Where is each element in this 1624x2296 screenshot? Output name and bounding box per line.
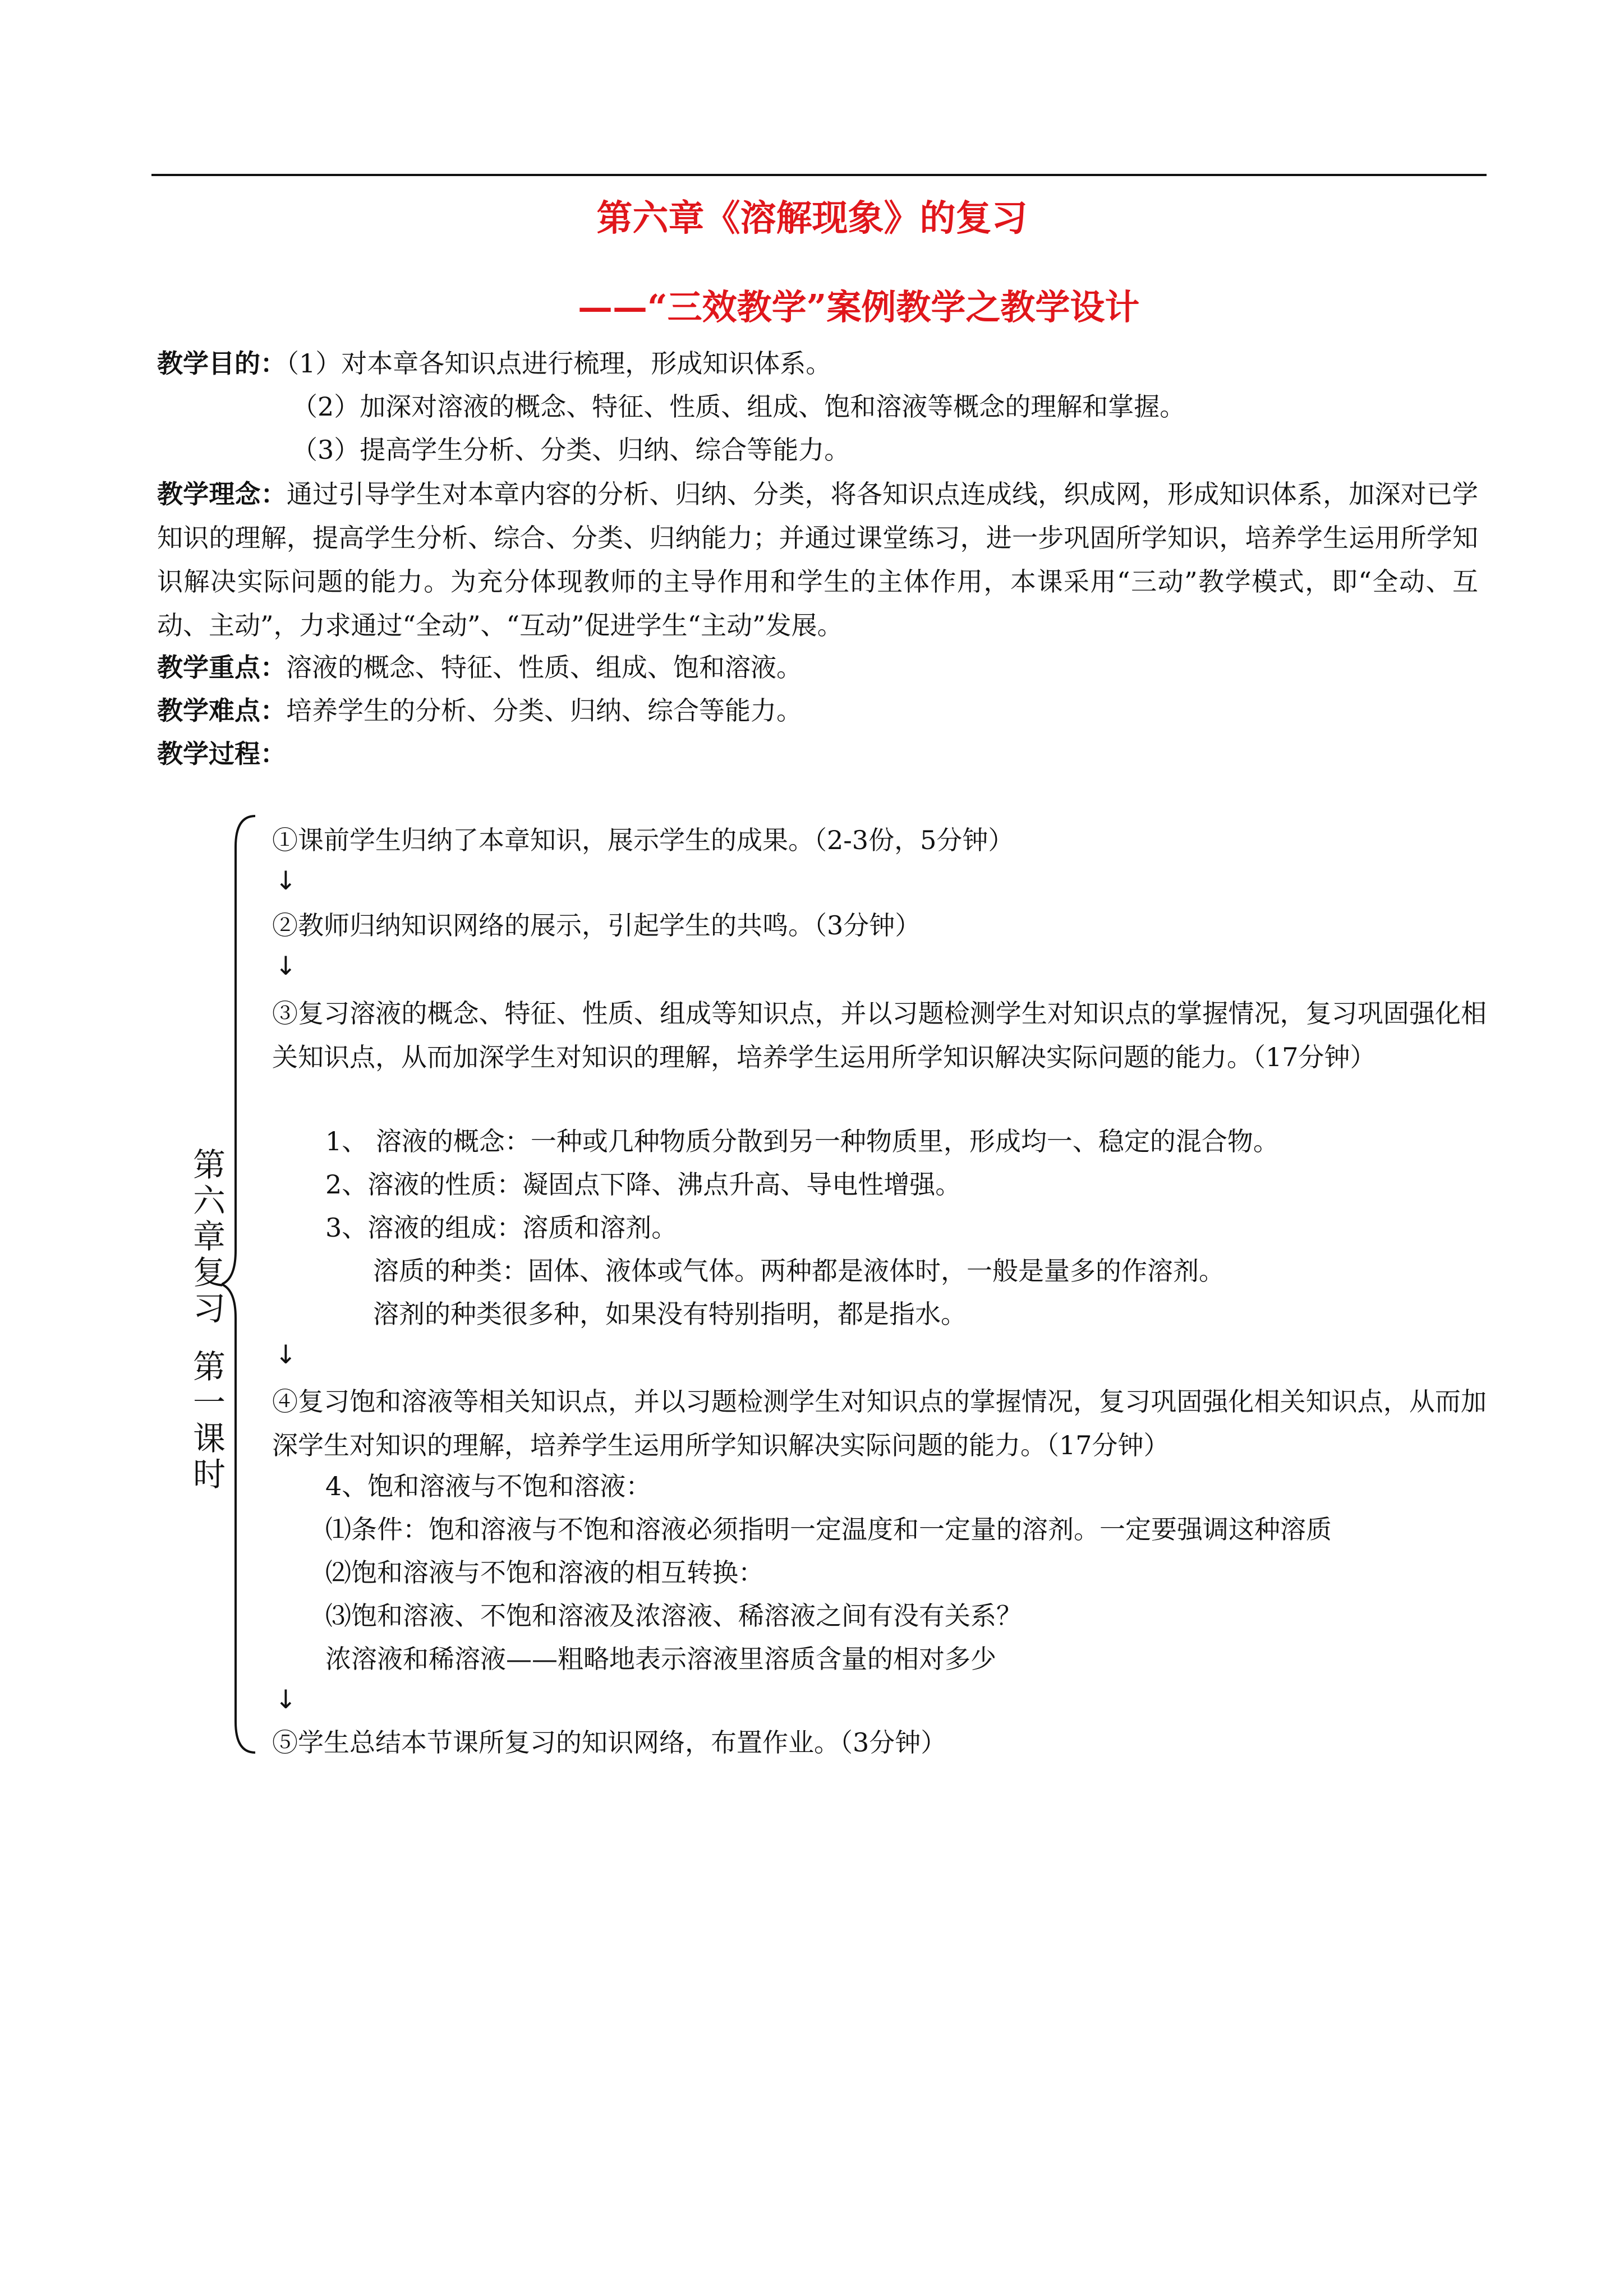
step-4-item: 4、饱和溶液与不饱和溶液： — [325, 1471, 652, 1501]
difficulties: 教学难点：培养学生的分析、分类、归纳、综合等能力。 — [157, 695, 802, 726]
step-3-item: 溶剂的种类很多种，如果没有特别指明，都是指水。 — [373, 1299, 967, 1329]
vertical-char: 习 — [192, 1289, 226, 1327]
step-3-item: 3、溶液的组成：溶质和溶剂。 — [325, 1212, 678, 1243]
vertical-char: 章 — [192, 1218, 226, 1256]
down-arrow-icon: ↓ — [275, 951, 297, 981]
down-arrow-icon: ↓ — [275, 865, 297, 896]
step-4-item: ⑶饱和溶液、不饱和溶液及浓溶液、稀溶液之间有没有关系？ — [325, 1601, 1022, 1631]
step-4: ④复习饱和溶液等相关知识点，并以习题检测学生对知识点的掌握情况，复习巩固强化相关知识点，从而加深学生对知识的理解，培养学生运用所学知识解决实际问题的能力。（17分钟） — [272, 1386, 1487, 1460]
key-points-label: 教学重点： — [157, 652, 286, 683]
key-points: 教学重点：溶液的概念、特征、性质、组成、饱和溶液。 — [157, 652, 802, 683]
vertical-char: 第 — [192, 1348, 226, 1386]
step-4-item: ⑴条件：饱和溶液与不饱和溶液必须指明一定温度和一定量的溶剂。一定要强调这种溶质 — [325, 1514, 1332, 1545]
process-label: 教学过程： — [157, 739, 286, 769]
step-3-item: 1、 溶液的概念：一种或几种物质分散到另一种物质里，形成均一、稳定的混合物。 — [325, 1126, 1279, 1156]
step-4-item: ⑵饱和溶液与不饱和溶液的相互转换： — [325, 1557, 764, 1588]
page-title: 第六章《溶解现象》的复习 — [596, 197, 1028, 239]
down-arrow-icon: ↓ — [275, 1684, 297, 1714]
page-subtitle: ——“三效教学”案例教学之教学设计 — [578, 287, 1140, 328]
philosophy-label: 教学理念： — [157, 479, 287, 509]
vertical-char: 第 — [192, 1146, 226, 1184]
step-1: ①课前学生归纳了本章知识，展示学生的成果。（2-3份，5分钟） — [272, 825, 1014, 855]
vertical-char: 六 — [192, 1182, 226, 1220]
step-2: ②教师归纳知识网络的展示，引起学生的共鸣。（3分钟） — [272, 910, 921, 940]
step-5: ⑤学生总结本节课所复习的知识网络，布置作业。（3分钟） — [272, 1727, 947, 1758]
header-rule — [151, 174, 1487, 176]
difficulties-label: 教学难点： — [157, 695, 286, 726]
step-4-item: 浓溶液和稀溶液——粗略地表示溶液里溶质含量的相对多少 — [325, 1644, 996, 1674]
vertical-char: 一 — [192, 1384, 226, 1422]
objective-2: （2）加深对溶液的概念、特征、性质、组成、饱和溶液等概念的理解和掌握。 — [292, 391, 1186, 422]
process-heading — [157, 737, 286, 771]
philosophy-paragraph: 教学理念：通过引导学生对本章内容的分析、归纳、分类，将各知识点连成线，织成网，形成知识体系，加深对已学知识的理解，提高学生分析、综合、分类、归纳能力；并通过课堂练习，进一步巩固所学知识，培养学生运用所学知识解决实际问题的能力。为充分体现教师的主导作用和学生的主体作用，本课采用“三动”教学模式，即“全动、互动、主动”，力求通过“全动”、“互动”促进学生“主动”发展。 — [157, 479, 1479, 640]
step-3-item: 溶质的种类：固体、液体或气体。两种都是液体时，一般是量多的作溶剂。 — [373, 1256, 1225, 1286]
vertical-char: 课 — [192, 1419, 226, 1458]
objective-3: （3）提高学生分析、分类、归纳、综合等能力。 — [292, 435, 850, 465]
step-3-item: 2、溶液的性质：凝固点下降、沸点升高、导电性增强。 — [325, 1169, 961, 1200]
down-arrow-icon: ↓ — [275, 1339, 297, 1370]
step-3: ③复习溶液的概念、特征、性质、组成等知识点，并以习题检测学生对知识点的掌握情况，复习巩固强化相关知识点，从而加深学生对知识的理解，培养学生运用所学知识解决实际问题的能力。（17分钟） — [272, 998, 1487, 1072]
objective-1: 教学目的：（1）对本章各知识点进行梳理，形成知识体系。 — [157, 348, 832, 379]
vertical-char: 时 — [192, 1455, 226, 1493]
objectives-label: 教学目的： — [157, 348, 286, 379]
vertical-char: 复 — [192, 1253, 226, 1292]
